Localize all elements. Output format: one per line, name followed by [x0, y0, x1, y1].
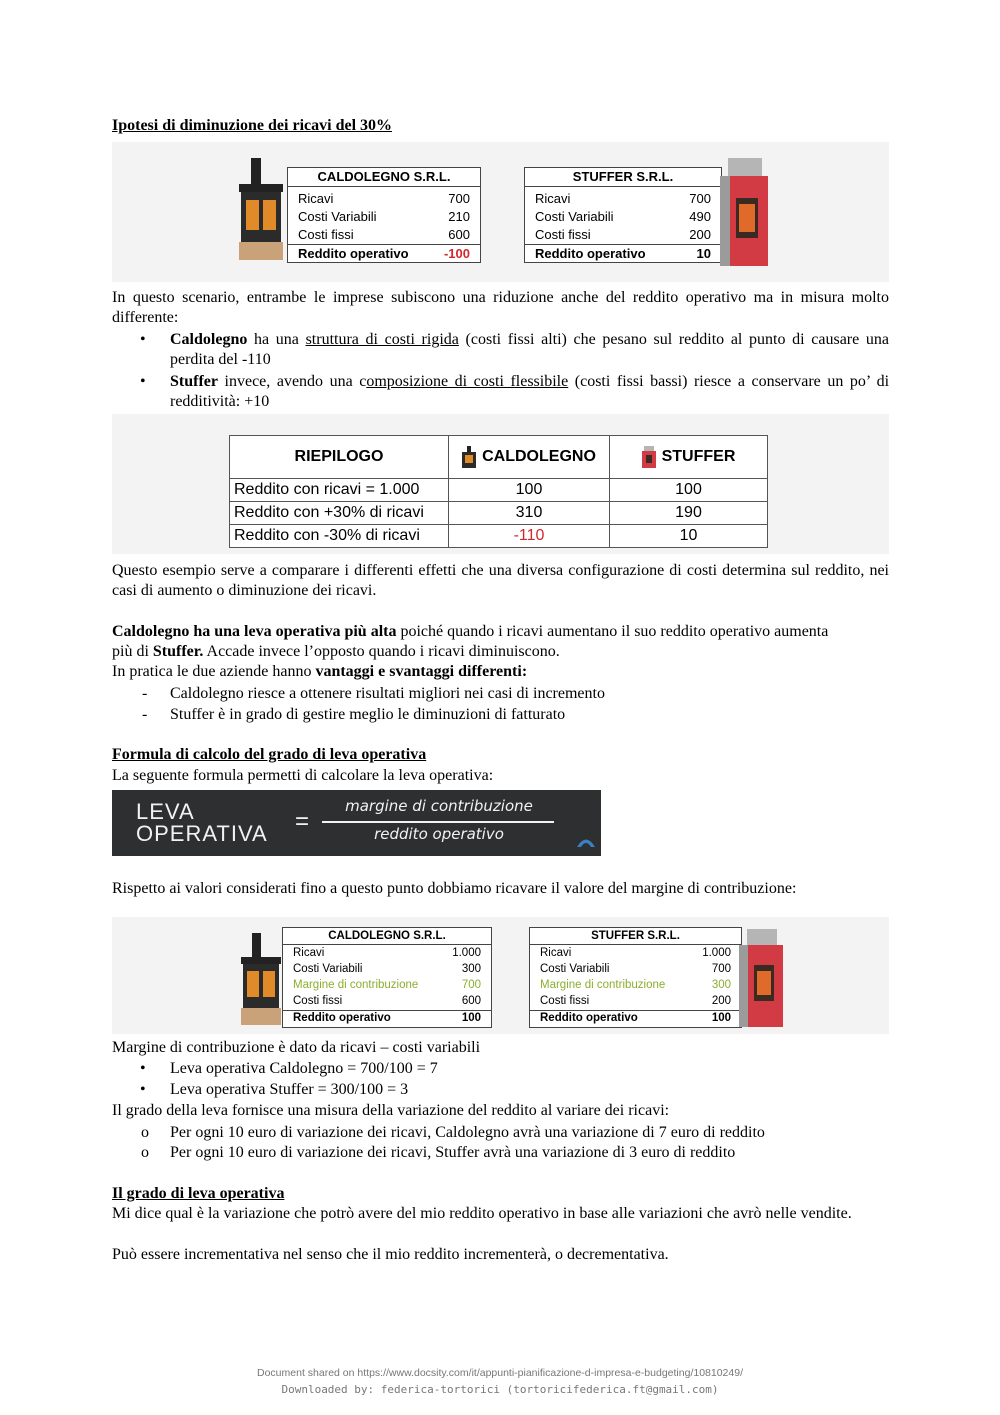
circle-bullet-icon: o: [141, 1144, 149, 1161]
figure-tables-margin: [112, 917, 889, 1034]
circle-bullet-icon: o: [141, 1124, 149, 1141]
table-row-total: Reddito operativo 100: [293, 1012, 481, 1024]
table-row-total: Reddito operativo 10: [535, 246, 711, 261]
paragraph-grado-def: Mi dice qual è la variazione che potrò avere del mio reddito operativo in base alle variazioni che avrò nelle vendite.: [112, 1205, 852, 1222]
header-riepilogo: RIEPILOGO: [230, 436, 449, 479]
table-row: Costi Variabili 210: [298, 209, 470, 224]
formula-numerator: margine di contribuzione: [345, 797, 533, 815]
table-header: CALDOLEGNO S.R.L.: [288, 168, 480, 187]
black-stove-icon: [462, 446, 476, 468]
formula-left-2: OPERATIVA: [136, 821, 268, 846]
list-item-caldolegno: Caldolegno ha una struttura di costi rigida (costi fissi alti) che pesano sul reddito al punto di causare una perdita del -110: [170, 331, 890, 368]
paragraph-leva-line2: più di Stuffer. Accade invece l’opposto quando i ricavi diminuiscono.: [112, 643, 560, 660]
table-row: Costi Variabili 490: [535, 209, 711, 224]
list-item-leva-caldolegno: Leva operativa Caldolegno = 700/100 = 7: [170, 1060, 438, 1077]
table-header: STUFFER S.R.L.: [530, 928, 741, 945]
formula-left-1: LEVA: [136, 799, 195, 824]
table-stuffer-decrease: [524, 167, 722, 263]
list-item-stuffer: Stuffer invece, avendo una composizione di costi flessibile (costi fissi bassi) riesce a conservare un po’ di redditività: +10: [170, 373, 890, 410]
paragraph-formula-intro: La seguente formula permetti di calcolare la leva operativa:: [112, 767, 494, 784]
section-title-grado: Il grado di leva operativa: [112, 1185, 285, 1202]
formula-denominator: reddito operativo: [374, 825, 504, 843]
paragraph-margine-intro: Rispetto ai valori considerati fino a questo punto dobbiamo ricavare il valore del margine di contribuzione:: [112, 880, 797, 897]
section-title-formula: Formula di calcolo del grado di leva operativa: [112, 746, 427, 763]
list-item-dash1: Caldolegno riesce a ottenere risultati migliori nei casi di incremento: [170, 685, 605, 702]
dash-icon: -: [142, 685, 148, 702]
paragraph-scenario: In questo scenario, entrambe le imprese subiscono una riduzione anche del reddito operativo ma in misura molto differente:: [112, 289, 889, 326]
table-stuffer-margin: [529, 927, 742, 1028]
bullet-icon: •: [140, 1081, 146, 1098]
paragraph-leva-line3: In pratica le due aziende hanno vantaggi e svantaggi differenti:: [112, 663, 528, 680]
table-row: Reddito con -30% di ricavi -110 10: [230, 525, 768, 548]
table-row: Costi Variabili 300: [293, 963, 481, 975]
list-item-dash2: Stuffer è in grado di gestire meglio le diminuzioni di fatturato: [170, 706, 566, 723]
table-row-margin: Margine di contribuzione 300: [540, 979, 731, 991]
table-row: Costi fissi 200: [535, 227, 711, 242]
figure-riepilogo: [112, 414, 889, 554]
table-row: Ricavi 1.000: [293, 947, 481, 959]
header-stuffer: STUFFER: [610, 436, 768, 479]
table-header: STUFFER S.R.L.: [525, 168, 721, 187]
riepilogo-table: [229, 435, 768, 548]
table-header: CALDOLEGNO S.R.L.: [283, 928, 491, 945]
figure-tables-decrease: [112, 142, 889, 282]
table-row-total: Reddito operativo 100: [540, 1012, 731, 1024]
paragraph-margine-def: Margine di contribuzione è dato da ricavi – costi variabili: [112, 1039, 481, 1056]
red-stove-icon: [642, 446, 656, 468]
fraction-line: [322, 821, 554, 823]
table-row: Costi Variabili 700: [540, 963, 731, 975]
paragraph-comparison: Questo esempio serve a comparare i differenti effetti che una diversa configurazione di costi determina sul reddito, nei casi di aumento o diminuzione dei ricavi.: [112, 562, 889, 599]
bullet-icon: •: [140, 1060, 146, 1077]
formula-image: [112, 790, 601, 856]
table-row: Reddito con +30% di ricavi 310 190: [230, 502, 768, 525]
table-row: Reddito con ricavi = 1.000 100 100: [230, 479, 768, 502]
table-row: Ricavi 1.000: [540, 947, 731, 959]
section-title-ipotesi: Ipotesi di diminuzione dei ricavi del 30%: [112, 117, 393, 134]
dash-icon: -: [142, 706, 148, 723]
black-stove-icon: [237, 158, 285, 262]
red-stove-icon: [720, 158, 770, 268]
list-item-variazione-caldolegno: Per ogni 10 euro di variazione dei ricavi, Caldolegno avrà una variazione di 7 euro di reddito: [170, 1124, 765, 1141]
table-header-row: [230, 436, 768, 479]
paragraph-grado-incr: Può essere incrementativa nel senso che il mio reddito incrementerà, o decrementativa.: [112, 1246, 669, 1263]
list-item-variazione-stuffer: Per ogni 10 euro di variazione dei ricavi, Stuffer avrà una variazione di 3 euro di reddito: [170, 1144, 736, 1161]
table-row: Ricavi 700: [298, 191, 470, 206]
table-row: Costi fissi 600: [298, 227, 470, 242]
red-stove-icon: [739, 929, 785, 1029]
footer-shared: Document shared on https://www.docsity.com/it/appunti-pianificazione-d-impresa-e-budgeting/10810249/: [257, 1367, 743, 1379]
table-caldolegno-margin: [282, 927, 492, 1028]
formula-equals: =: [295, 808, 310, 835]
table-row: Ricavi 700: [535, 191, 711, 206]
list-item-leva-stuffer: Leva operativa Stuffer = 300/100 = 3: [170, 1081, 409, 1098]
bullet-icon: •: [140, 373, 146, 390]
footer-downloaded: Downloaded by: federica-tortorici (tortoricifederica.ft@gmail.com): [281, 1383, 719, 1396]
paragraph-grado: Il grado della leva fornisce una misura della variazione del reddito al variare dei ricavi:: [112, 1102, 670, 1119]
table-row-margin: Margine di contribuzione 700: [293, 979, 481, 991]
header-caldolegno: CALDOLEGNO: [449, 436, 610, 479]
paragraph-leva-line1: Caldolegno ha una leva operativa più alta poiché quando i ricavi aumentano il suo reddito operativo aumenta: [112, 623, 829, 640]
table-row-total: Reddito operativo -100: [298, 246, 470, 261]
table-row: Costi fissi 600: [293, 995, 481, 1007]
black-stove-icon: [239, 933, 283, 1027]
table-caldolegno-decrease: [287, 167, 481, 263]
table-row: Costi fissi 200: [540, 995, 731, 1007]
bullet-icon: •: [140, 331, 146, 348]
logo-icon: [576, 834, 596, 848]
